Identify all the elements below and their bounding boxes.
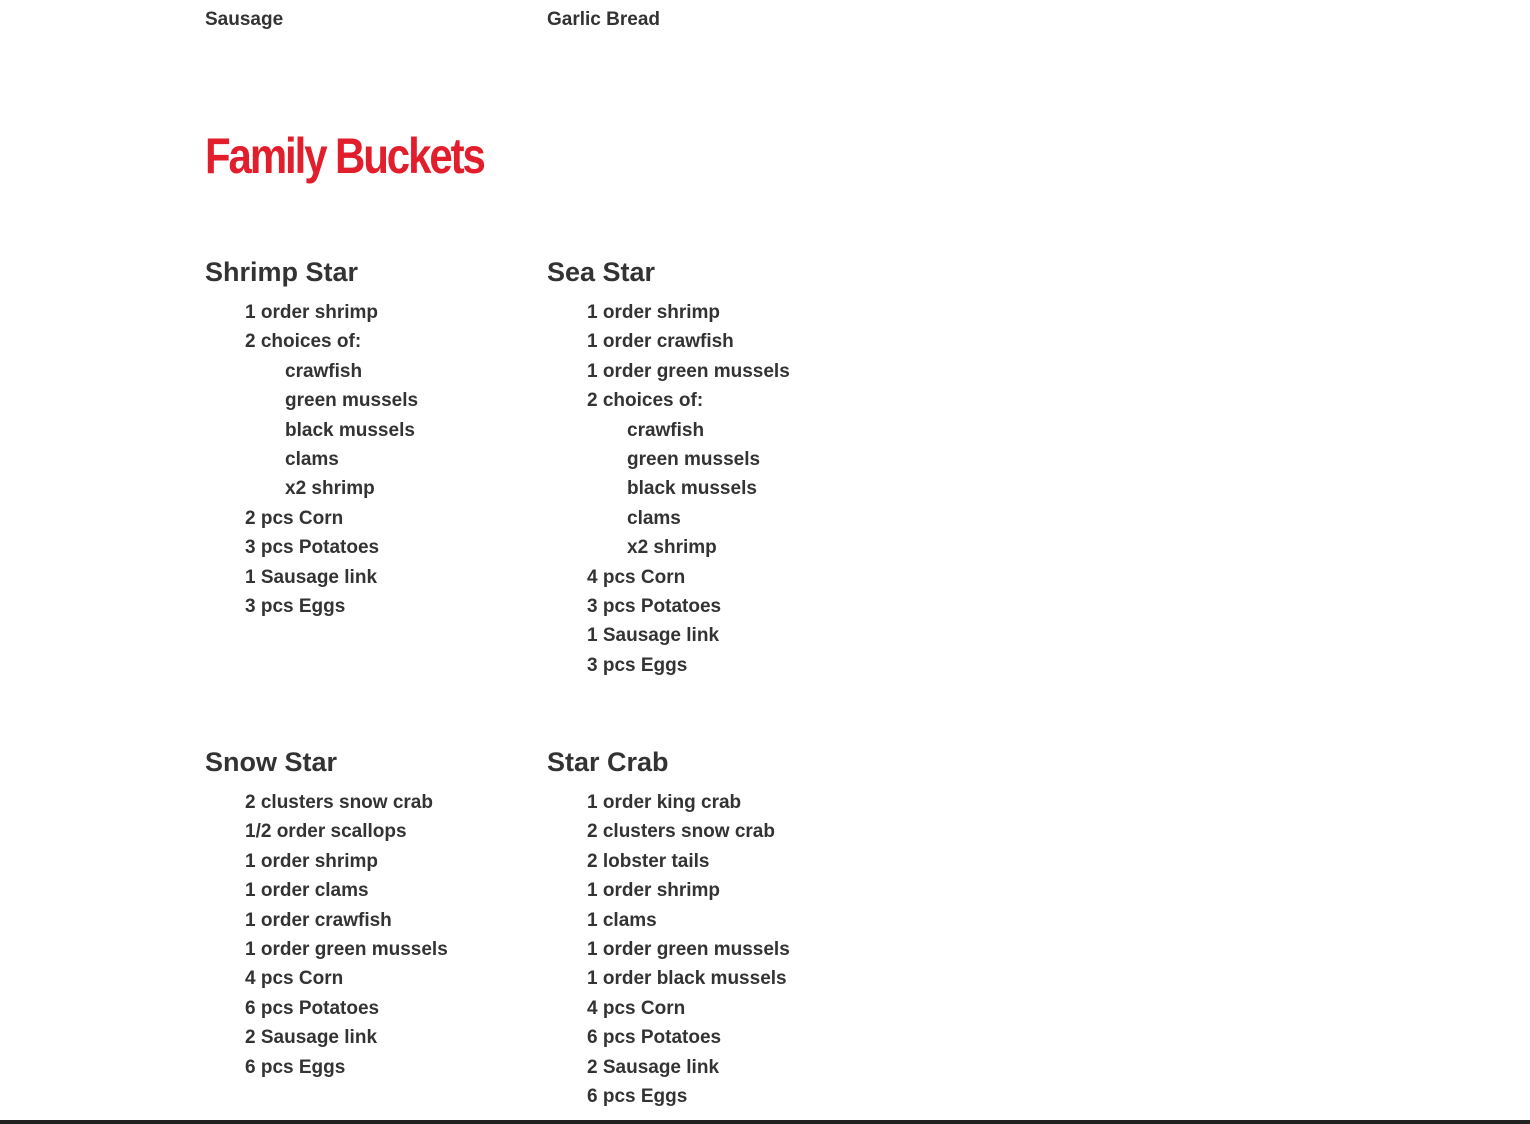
bucket-item: 1 clams (587, 909, 657, 931)
bucket-shrimp-star (205, 256, 418, 621)
bucket-item: 1 order crawfish (587, 331, 734, 353)
bucket-choice-option: green mussels (285, 390, 419, 412)
bucket-item: 1 order crawfish (245, 909, 392, 931)
bucket-item: 1 order shrimp (245, 850, 379, 872)
bucket-item: 3 pcs Potatoes (587, 596, 722, 618)
bucket-choice-option: x2 shrimp (285, 478, 375, 500)
bucket-item: 3 pcs Eggs (587, 654, 688, 676)
bucket-item: 1 order shrimp (587, 302, 721, 323)
bucket-item: 1 Sausage link (245, 566, 378, 588)
menu-item-garlic-bread: Garlic Bread (547, 9, 660, 30)
bucket-item: 6 pcs Potatoes (245, 997, 380, 1019)
bucket-star-crab (547, 746, 790, 1111)
bucket-name: Star Crab (547, 747, 669, 777)
bucket-item: 2 choices of: (245, 331, 362, 353)
bucket-item: 2 Sausage link (245, 1027, 378, 1049)
bucket-item-list (205, 788, 448, 1082)
bottom-divider (0, 1120, 1530, 1124)
bucket-item: 4 pcs Corn (245, 968, 344, 990)
bucket-item: 2 choices of: (587, 390, 704, 412)
bucket-choice-option: clams (285, 449, 339, 471)
bucket-item-list (205, 298, 418, 621)
bucket-item: 2 Sausage link (587, 1056, 720, 1078)
bucket-item: 1 order green mussels (245, 939, 448, 961)
bucket-item: 1 order shrimp (245, 302, 379, 323)
bucket-item: 1 order shrimp (587, 880, 721, 902)
bucket-item: 2 clusters snow crab (245, 792, 433, 813)
bucket-item: 4 pcs Corn (587, 997, 686, 1019)
bucket-item: 6 pcs Eggs (587, 1086, 688, 1108)
bucket-item: 1 Sausage link (587, 625, 720, 647)
bucket-choice-option: clams (627, 507, 681, 529)
bucket-item: 6 pcs Eggs (245, 1056, 346, 1078)
bucket-choice-option: crawfish (285, 360, 363, 382)
bucket-item: 2 pcs Corn (245, 507, 344, 529)
bucket-choice-option: crawfish (627, 419, 705, 441)
bucket-choice-option: black mussels (627, 478, 757, 500)
bucket-name: Shrimp Star (205, 257, 359, 287)
bucket-item: 1/2 order scallops (245, 821, 407, 843)
bucket-choice-option: x2 shrimp (627, 537, 717, 559)
bucket-snow-star (205, 746, 448, 1082)
bucket-item: 4 pcs Corn (587, 566, 686, 588)
bucket-item: 1 order green mussels (587, 360, 790, 382)
bucket-item: 2 lobster tails (587, 850, 710, 872)
bucket-item-list (547, 298, 790, 680)
bucket-item: 1 order king crab (587, 792, 742, 813)
bucket-sea-star (547, 256, 790, 680)
bucket-item-list (547, 788, 790, 1111)
bucket-name: Snow Star (205, 747, 338, 777)
bucket-item: 1 order black mussels (587, 968, 787, 990)
bucket-item: 1 order clams (245, 880, 369, 902)
bucket-item: 3 pcs Eggs (245, 596, 346, 618)
bucket-choice-option: black mussels (285, 419, 415, 441)
bucket-choice-option: green mussels (627, 449, 761, 471)
section-title: Family Buckets (205, 128, 484, 184)
bucket-name: Sea Star (547, 257, 656, 287)
bucket-item: 2 clusters snow crab (587, 821, 775, 843)
bucket-item: 6 pcs Potatoes (587, 1027, 722, 1049)
menu-item-sausage: Sausage (205, 9, 284, 30)
bucket-item: 3 pcs Potatoes (245, 537, 380, 559)
bucket-item: 1 order green mussels (587, 939, 790, 961)
